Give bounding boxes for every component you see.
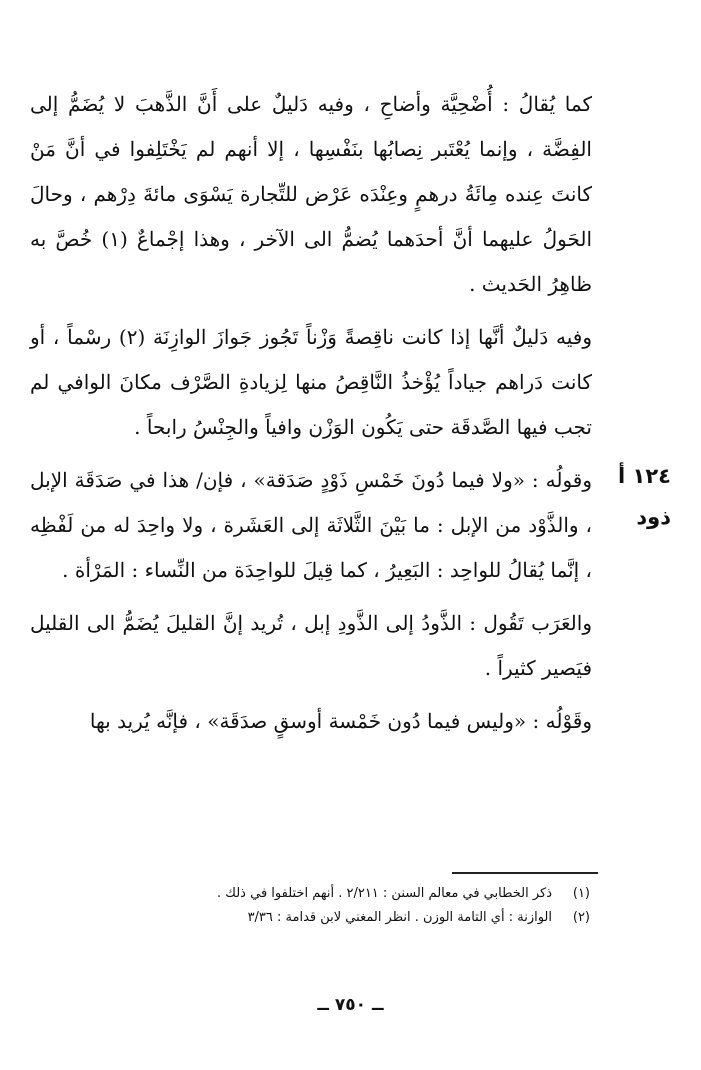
paragraph-4: والعَرَب تَقُول : الذَّودُ إلى الذَّودِ إبل ، تُريد إنَّ القليلَ يُضَمُّ الى القليل فيَصير كثيراً . [30,611,592,680]
footnote-1-text: ذكر الخطابي في معالم السنن : ٢/٢١١ . أنهم اختلفوا في ذلك . [217,886,552,901]
main-text [30,82,592,744]
margin-headword: ذود [636,505,671,529]
footnote-divider [452,872,598,874]
footnote-2-text: الوازنة : أي التامة الوزن . انظر المغني لابن قدامة : ٣/٣٦ [247,910,552,925]
footnote-1 [60,882,590,906]
footnotes [60,882,590,930]
margin-entry-number: ١٢٤ أ [618,464,671,488]
footnote-2-number: (٢) [572,910,590,925]
footnote-1-number: (١) [572,886,590,901]
paragraph-1: كما يُقالُ : أُضْحِيَّة وأضاحِ ، وفيه دَليلٌ على أَنَّ الذَّهبَ لا يُضَمُّ إلى الفِضَّة ، وإنما يُعْتَبر نِصابُها بنَفْسِها ، إلا أنهم لم يَخْتَلِفوا في أنَّ مَنْ كانتَ عِنده مِائَةُ درهمٍ وعِنْدَه عَرْض للتِّجارة يَسْوَى مائةَ دِرْهم ، وحالَ الحَولُ عليهما أنَّ أحدَهما يُضمُّ الى الآخر ، وهذا إجْماعٌ (١) خُصَّ به ظاهِرُ الحَديث . [30,92,593,296]
paragraph-2: وفيه دَليلٌ أنَّها إذا كانت ناقِصةً وَزْناً تَجُوز جَوازَ الوازِنَة (٢) رسْماً ، أو كانت دَراهم جياداً يُؤْخذُ النَّاقِصُ منها لِزيادةِ الصَّرْف مكانَ الوافي لم تجب فيها الصَّدقَة حتى يَكُون الوَزْن وافياً والجِنْسُ رابحاً . [30,325,592,439]
paragraph-3: وقولُه : «ولا فيما دُونَ خَمْسِ ذَوْدٍ صَدَقة» ، فإن/ هذا في صَدَقَة الإبل ، والذَّوْد من الإبل : ما بَيْنَ الثَّلاثَة إلى العَشَرة ، ولا واحِدَ له من لَفْظِه ، إنَّما يُقالُ للواحِد : البَعِيرُ ، كما قِيلَ للواحِدَة من النِّساء : المَرْأة . [30,468,592,582]
footnote-2 [60,906,590,930]
paragraph-5: وقَوْلُه : «وليس فيما دُون خَمْسة أوسقٍ صدَقَة» ، فإنَّه يُريد بها [89,709,592,733]
page-number: ــ ٧٥٠ ــ [317,995,384,1015]
